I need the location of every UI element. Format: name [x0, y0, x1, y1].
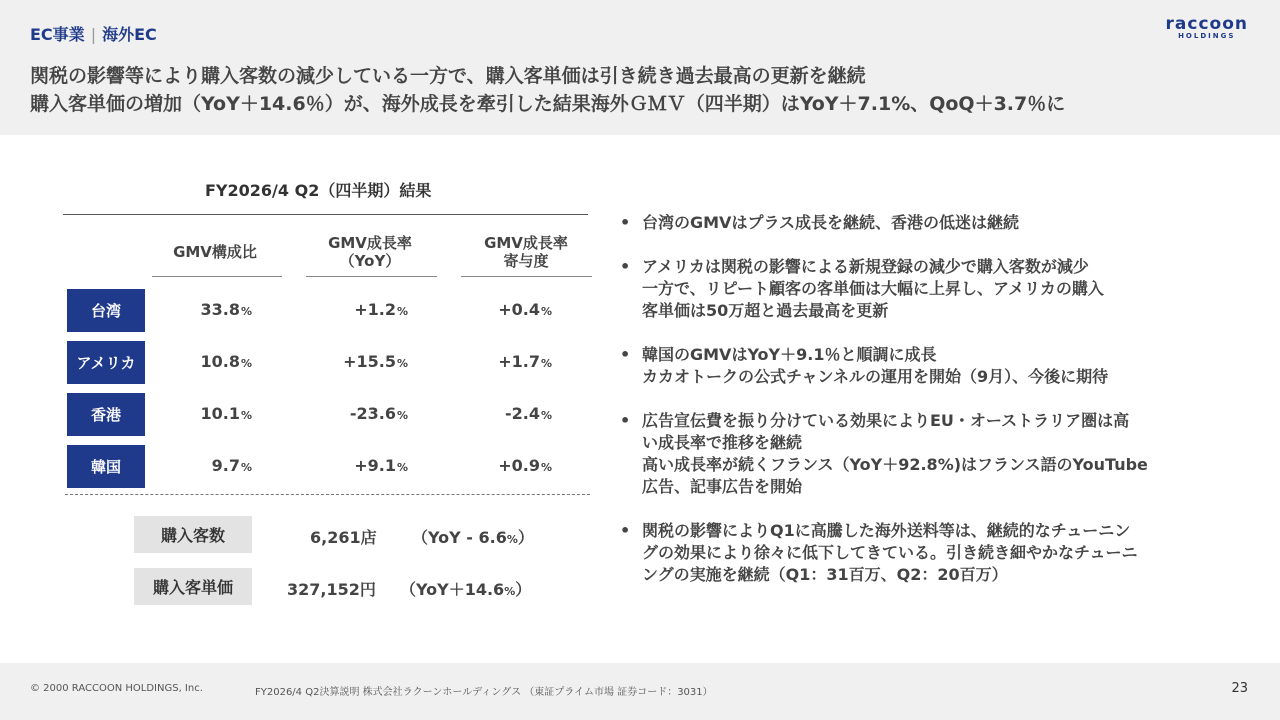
section-label: EC事業: [30, 25, 85, 44]
headline-line-1: 関税の影響等により購入客数の減少している一方で、購入客単価は引き続き過去最高の更新を継続: [30, 65, 866, 87]
col-header-contrib: [456, 234, 596, 270]
bullet-icon: •: [620, 345, 631, 364]
region-label: 台湾: [67, 289, 145, 332]
list-item: • 広告宣伝費を振り分けている効果によりEU・オーストラリア圏は高 い成長率で推移を継続 高い成長率が続くフランス（YoY＋92.8%)はフランス語のYouTube 広告、記事広告を開始: [620, 411, 1148, 496]
contrib-value: +0.4%: [498, 300, 552, 319]
kpi-unit-price-value: 327,152円: [287, 580, 376, 599]
slide-headline: [30, 62, 1065, 118]
list-item: • 台湾のGMVはプラス成長を継続、香港の低迷は継続: [620, 213, 1019, 232]
kpi-unit-price-label: 購入客単価: [134, 568, 252, 605]
share-value: 9.7%: [211, 456, 252, 475]
col-header-contrib-l2: 寄与度: [503, 252, 549, 270]
growth-value: +15.5%: [343, 352, 408, 371]
contrib-value: -2.4%: [504, 404, 552, 423]
subsection-label: 海外EC: [102, 25, 157, 44]
kpi-unit-price-yoy: （YoY＋14.6%）: [400, 580, 532, 599]
company-logo: [1166, 14, 1248, 40]
table-top-rule: [63, 214, 588, 215]
col-header-growth: [300, 234, 440, 270]
logo-sub: HOLDINGS: [1178, 32, 1236, 40]
logo-mark: raccoon: [1165, 14, 1248, 34]
region-label: アメリカ: [67, 341, 145, 384]
share-value: 10.8%: [200, 352, 252, 371]
list-item: • 韓国のGMVはYoY＋9.1％と順調に成長 カカオトークの公式チャンネルの運用を開始（9月）、今後に期待: [620, 345, 1109, 386]
kpi-customers-value: 6,261店: [310, 528, 377, 547]
col-header-growth-l1: GMV成長率: [328, 234, 412, 252]
contrib-value: +0.9%: [498, 456, 552, 475]
col-header-share: GMV構成比: [173, 243, 257, 261]
bullet-icon: •: [620, 411, 631, 430]
col-header-underline: [306, 276, 437, 277]
breadcrumb-divider: |: [90, 25, 97, 44]
page-number: 23: [1231, 681, 1248, 696]
col-header-underline: [461, 276, 592, 277]
contrib-value: +1.7%: [498, 352, 552, 371]
copyright: © 2000 RACCOON HOLDINGS, Inc.: [30, 683, 203, 694]
col-header-growth-l2: （YoY）: [339, 252, 401, 270]
bullet-icon: •: [620, 521, 631, 540]
headline-line-2: 購入客単価の増加（YoY＋14.6％）が、海外成長を牽引した結果海外ＧＭＶ（四半期）はYoY＋7.1%、QoQ＋3.7％に: [30, 93, 1066, 115]
kpi-customers-yoy: （YoY - 6.6%）: [412, 528, 534, 547]
col-header-underline: [152, 276, 282, 277]
region-label: 韓国: [67, 445, 145, 488]
commentary-list: [618, 212, 1238, 608]
growth-value: +9.1%: [354, 456, 408, 475]
list-item: • アメリカは関税の影響による新規登録の減少で購入客数が減少 一方で、リピート顧客の客単価は大幅に上昇し、アメリカの購入 客単価は50万超と過去最高を更新: [620, 257, 1104, 320]
region-label: 香港: [67, 393, 145, 436]
growth-value: -23.6%: [349, 404, 408, 423]
bullet-icon: •: [620, 213, 631, 232]
list-item: • 関税の影響によりQ1に高騰した海外送料等は、継続的なチューニン グの効果により徐々に低下してきている。引き続き細やかなチューニ ングの実施を継続（Q1：31百万、Q2：20百万）: [620, 521, 1138, 584]
kpi-customers-label: 購入客数: [134, 516, 252, 553]
share-value: 33.8%: [200, 300, 252, 319]
table-bottom-rule: [65, 494, 590, 495]
col-header-contrib-l1: GMV成長率: [484, 234, 568, 252]
table-title: FY2026/4 Q2（四半期）結果: [205, 181, 432, 200]
section-breadcrumb: [30, 22, 157, 45]
share-value: 10.1%: [200, 404, 252, 423]
bullet-icon: •: [620, 257, 631, 276]
footer-note: FY2026/4 Q2決算説明 株式会社ラクーンホールディングス （東証プライム市場 証券コード：3031）: [255, 687, 713, 698]
growth-value: +1.2%: [354, 300, 408, 319]
